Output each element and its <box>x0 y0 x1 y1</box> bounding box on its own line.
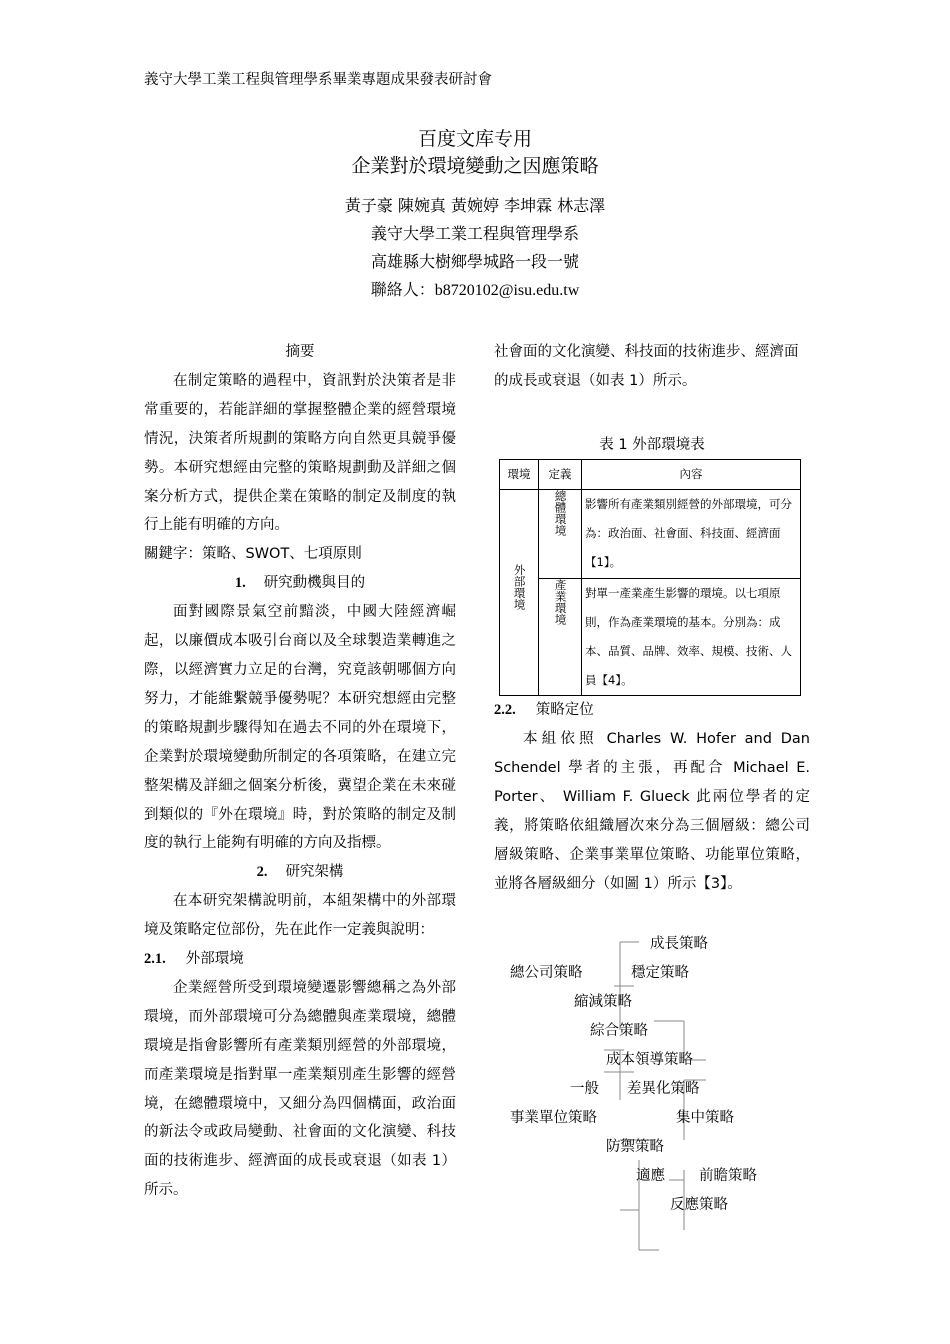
right-column <box>494 338 810 899</box>
section-2-1-body-continued: 社會面的文化演變、科技面的技術進步、經濟面的成長或衰退（如表 1）所示。 <box>494 344 799 389</box>
section-2-heading: 2. 研究架構 <box>256 864 344 881</box>
address: 高雄縣大樹鄉學城路一段一號 <box>370 252 579 271</box>
authors: 黃子豪 陳婉真 黃婉婷 李坤霖 林志澤 <box>344 196 606 215</box>
table-cell-content: 影響所有產業類別經營的外部環境，可分為：政治面、社會面、科技面、經濟面【1】。 <box>582 489 801 578</box>
figure-label-stability-strategy: 穩定策略 <box>631 965 689 981</box>
abstract-heading: 摘要 <box>285 344 315 360</box>
table-header-row <box>500 460 801 490</box>
table-cell-content: 對單一產業產生影響的環境。以七項原則，作為產業環境的基本。分別為：成本、品質、品牌、效率、規模、技術、人員【4】。 <box>582 578 801 696</box>
section-2-2-heading: 2.2. 策略定位 <box>494 702 594 719</box>
figure-label-cost-leadership-strategy: 成本領導策略 <box>606 1052 693 1068</box>
figure-label-business-unit-strategy: 事業單位策略 <box>510 1110 597 1126</box>
table-header: 定義 <box>539 460 582 490</box>
table-cell-definition: 總體環境 <box>539 489 582 578</box>
figure-label-general: 一般 <box>570 1081 599 1097</box>
table-header: 環境 <box>500 460 539 490</box>
figure-1-strategy-hierarchy <box>494 930 810 1260</box>
paper-title: 企業對於環境變動之因應策略 <box>351 155 599 177</box>
title-line-1: 百度文库专用 <box>417 128 532 150</box>
keywords: 關鍵字：策略、SWOT、七項原則 <box>144 546 362 563</box>
figure-label-focus-strategy: 集中策略 <box>676 1110 734 1126</box>
figure-label-reactive-strategy: 反應策略 <box>670 1197 728 1213</box>
figure-label-combination-strategy: 綜合策略 <box>590 1023 648 1039</box>
figure-label-adaptive: 適應 <box>636 1168 665 1184</box>
figure-label-retrenchment-strategy: 縮減策略 <box>574 994 632 1010</box>
section-1-heading: 1. 研究動機與目的 <box>234 575 366 592</box>
section-2-body: 在本研究架構說明前，本組架構中的外部環境及策略定位部份，先在此作一定義與說明： <box>144 893 456 939</box>
section-2-1-heading: 2.1. 外部環境 <box>144 951 244 968</box>
abstract-body: 在制定策略的過程中，資訊對於決策者是非常重要的，若能詳細的掌握整體企業的經營環境情況，決策者所規劃的策略方向自然更具競爭優勢。本研究想經由完整的策略規劃動及詳細之個案分析方式，提供企業在策略的制定及制度的執行上能有明確的方向。 <box>144 372 456 534</box>
table-row <box>500 578 801 696</box>
contact-label: 聯絡人： <box>370 280 435 299</box>
title-block <box>0 126 950 305</box>
contact-line <box>0 276 950 305</box>
section-2-1-body: 企業經營所受到環境變遷影響總稱之為外部環境，而外部環境可分為總體與產業環境，總體環境是指會影響所有產業類別經營的外部環境，而產業環境是指對單一產業類別產生影響的經營境，在總體環境中，又細分為四個構面，政治面的新法令或政局變動、社會面的文化演變、科技面的技術進步、經濟面的成長或衰退（如表 1）所示。 <box>144 979 456 1199</box>
table-caption: 表 1 外部環境表 <box>599 437 705 453</box>
section-2-2-body: 本組依照 Charles W. Hofer and Dan Schendel 學者的主張，再配合 Michael E. Porter、 William F. Glueck 此兩位學者的定義，將策略依組織層次來分為三個層級：總公司層級策略、企業事業單位策略、功能單位策略，並將各層級細分（如圖 1）所示【3】。 <box>494 731 810 892</box>
external-environment-table <box>499 459 801 696</box>
figure-label-growth-strategy: 成長策略 <box>650 936 708 952</box>
table-header: 內容 <box>582 460 801 490</box>
table-row <box>500 489 801 578</box>
running-header: 義守大學工業工程與管理學系畢業專題成果發表研討會 <box>144 72 492 88</box>
figure-label-differentiation-strategy: 差異化策略 <box>627 1081 700 1097</box>
table-cell-group: 外部環境 <box>500 489 539 695</box>
affiliation: 義守大學工業工程與管理學系 <box>370 224 579 243</box>
contact-email[interactable]: b8720102@isu.edu.tw <box>434 282 580 299</box>
left-column <box>144 338 456 1199</box>
section-1-body: 面對國際景氣空前黯淡，中國大陸經濟崛起，以廉價成本吸引台商以及全球製造業轉進之際，以經濟實力立足的台灣，究竟該朝哪個方向努力，才能維繫競爭優勢呢？本研究想經由完整的策略規劃步驟得知在過去不同的外在環境下，企業對於環境變動所制定的各項策略，在建立完整架構及詳細之個案分析後，冀望企業在未來碰到類似的『外在環境』時，對於策略的制定及制度的執行上能夠有明確的方向及指標。 <box>144 604 456 852</box>
figure-label-proactive-strategy: 前瞻策略 <box>699 1168 757 1184</box>
table-cell-definition: 產業環境 <box>539 578 582 696</box>
figure-label-defensive-strategy: 防禦策略 <box>606 1139 664 1155</box>
figure-label-corporate-strategy: 總公司策略 <box>510 965 583 981</box>
